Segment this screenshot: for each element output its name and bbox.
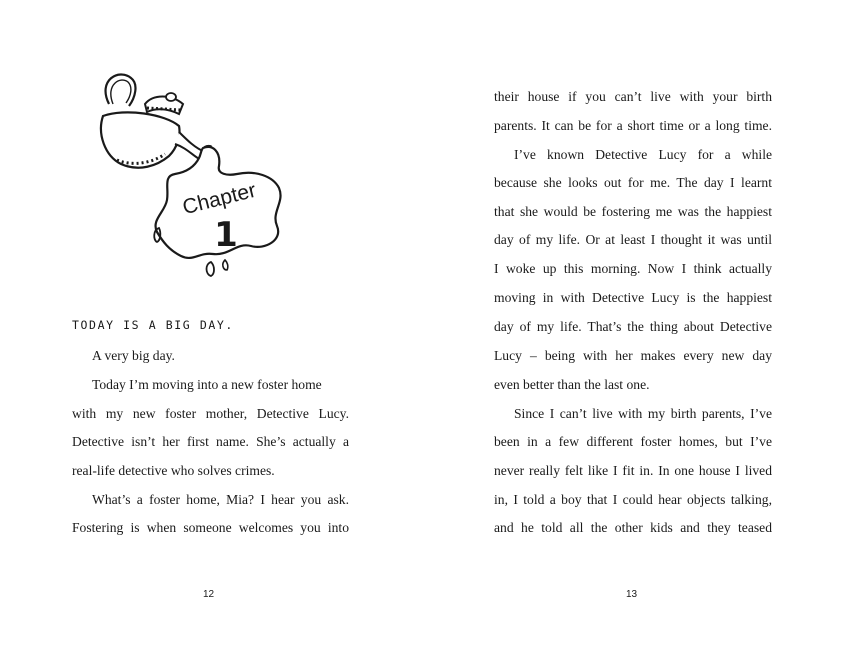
text-line: parents. It can be for a short time or a long time. [494,118,772,133]
text-line: never really felt like I fit in. In one house I lived [494,463,772,478]
right-page [422,0,844,648]
page-number: 12 [203,589,215,600]
text-line: moving in with Detective Lucy is the happiest [494,290,772,305]
chapter-number: 1 [214,215,238,255]
opening-line: TODAY IS A BIG DAY. [72,318,234,332]
text-line: day of my life. That’s the thing about Detective [494,319,772,334]
text-line: been in a few different foster homes, but I’ve [494,434,772,449]
text-line: with my new foster mother, Detective Lucy. [72,406,349,421]
text-line: Since I can’t live with my birth parents, I’ve [514,406,772,421]
text-line: What’s a foster home, Mia? I hear you ask. [92,492,349,507]
text-line: A very big day. [92,348,175,363]
chapter-word: Chapter [180,178,259,220]
text-line: I’ve known Detective Lucy for a while [514,147,772,162]
text-line: I woke up this morning. Now I think actually [494,261,772,276]
drop-icon [207,262,215,276]
text-line: real-life detective who solves crimes. [72,463,275,478]
page-number: 13 [626,589,638,600]
text-line: Detective isn’t her first name. She’s actually a [72,434,349,449]
drop-icon [223,260,228,270]
text-line: their house if you can’t live with your birth [494,89,772,104]
teapot-body [101,112,180,167]
text-line: Lucy – being with her makes every new day [494,348,772,363]
text-line: Fostering is when someone welcomes you into [72,520,349,535]
teapot-lid [145,97,183,115]
text-line: in, I told a boy that I could hear objects talking, [494,492,772,507]
text-line: day of my life. Or at least I thought it was until [494,232,772,247]
teapot-spill-illustration [95,70,300,285]
text-line: that she would be fostering me was the happiest [494,204,772,219]
text-line: Today I’m moving into a new foster home [92,377,322,392]
text-line: even better than the last one. [494,377,650,392]
text-line: because she looks out for me. The day I learnt [494,175,772,190]
text-line: and he told all the other kids and they teased [494,520,772,535]
